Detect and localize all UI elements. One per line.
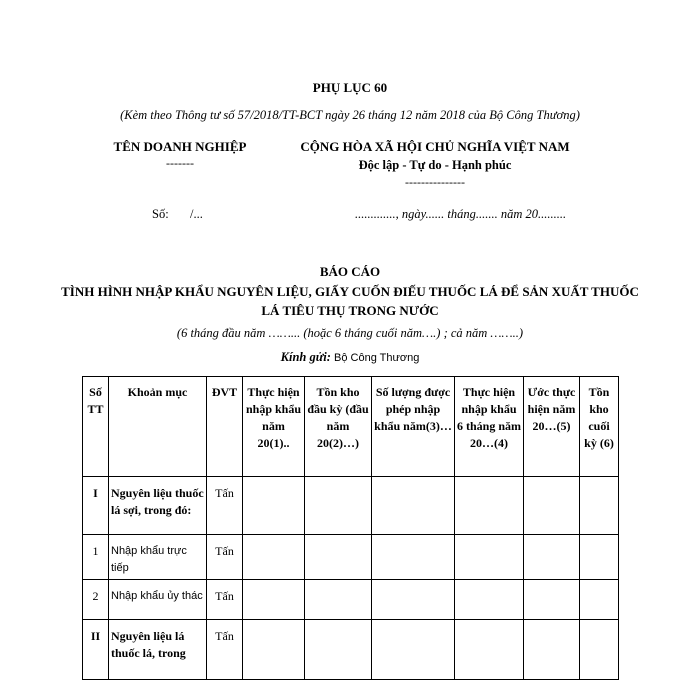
item-cell: Nhập khẩu ủy thác	[109, 580, 207, 620]
number-value: /...	[190, 207, 203, 221]
value-cell	[243, 477, 305, 535]
item-cell: Nguyên liệu thuốc lá sợi, trong đó:	[109, 477, 207, 535]
value-cell	[372, 535, 455, 580]
report-heading: TÌNH HÌNH NHẬP KHẨU NGUYÊN LIỆU, GIẤY CUỐN ĐIẾU THUỐC LÁ ĐỂ SẢN XUẤT THUỐC LÁ TIÊU THỤ TRONG NƯỚC	[61, 284, 639, 318]
company-name: TÊN DOANH NGHIỆP	[113, 139, 247, 154]
table-row	[83, 580, 619, 620]
value-cell	[305, 477, 372, 535]
stt-cell: II	[83, 620, 109, 680]
value-cell	[455, 535, 524, 580]
unit-cell: Tấn	[207, 535, 243, 580]
report-table	[82, 376, 619, 680]
nation-motto: Độc lập - Tự do - Hạnh phúc	[358, 158, 512, 172]
header-cell: Thực hiện nhập khẩu 6 tháng năm 20…(4)	[455, 377, 524, 477]
value-cell	[455, 580, 524, 620]
value-cell	[455, 620, 524, 680]
table-row	[83, 620, 619, 680]
value-cell	[243, 535, 305, 580]
number-label: Số:	[152, 207, 169, 221]
item-cell: Nguyên liệu lá thuốc lá, trong	[109, 620, 207, 680]
unit-cell: Tấn	[207, 620, 243, 680]
header-cell: Ước thực hiện năm 20…(5)	[524, 377, 580, 477]
nation-divider: ---------------	[405, 175, 465, 189]
report-title: BÁO CÁO	[319, 264, 381, 279]
item-cell: Nhập khẩu trực tiếp	[109, 535, 207, 580]
value-cell	[524, 620, 580, 680]
value-cell	[580, 580, 619, 620]
value-cell	[305, 620, 372, 680]
stt-cell: 2	[83, 580, 109, 620]
table-header-row	[83, 377, 619, 477]
date-line: ............., ngày...... tháng....... năm 20.........	[355, 207, 567, 221]
company-divider: -------	[166, 156, 194, 170]
header-cell: Số lượng được phép nhập khẩu năm(3)…	[372, 377, 455, 477]
value-cell	[243, 620, 305, 680]
value-cell	[580, 620, 619, 680]
value-cell	[372, 477, 455, 535]
value-cell	[580, 477, 619, 535]
appendix-title: PHỤ LỤC 60	[312, 80, 388, 95]
stt-cell: 1	[83, 535, 109, 580]
nation-name: CỘNG HÒA XÃ HỘI CHỦ NGHĨA VIỆT NAM	[300, 139, 570, 154]
unit-cell: Tấn	[207, 580, 243, 620]
value-cell	[305, 580, 372, 620]
value-cell	[580, 535, 619, 580]
header-cell: Khoản mục	[109, 377, 207, 477]
value-cell	[305, 535, 372, 580]
value-cell	[372, 620, 455, 680]
unit-cell: Tấn	[207, 477, 243, 535]
table-row	[83, 535, 619, 580]
recipient-value: Bộ Công Thương	[334, 352, 420, 364]
recipient-line	[0, 350, 700, 365]
table-row	[83, 477, 619, 535]
header-cell: ĐVT	[207, 377, 243, 477]
value-cell	[372, 580, 455, 620]
value-cell	[524, 580, 580, 620]
value-cell	[524, 477, 580, 535]
report-period: (6 tháng đầu năm ……... (hoặc 6 tháng cuối năm….) ; cả năm ……..)	[176, 326, 524, 340]
document-subtitle: (Kèm theo Thông tư số 57/2018/TT-BCT ngày 26 tháng 12 năm 2018 của Bộ Công Thương)	[120, 108, 580, 122]
header-cell: Tồn kho đầu kỳ (đầu năm 20(2)…)	[305, 377, 372, 477]
value-cell	[243, 580, 305, 620]
stt-cell: I	[83, 477, 109, 535]
header-cell: Tồn kho cuối kỳ (6)	[580, 377, 619, 477]
header-cell: Số TT	[83, 377, 109, 477]
header-cell: Thực hiện nhập khẩu năm 20(1)..	[243, 377, 305, 477]
value-cell	[524, 535, 580, 580]
value-cell	[455, 477, 524, 535]
recipient-label: Kính gửi:	[280, 350, 331, 364]
